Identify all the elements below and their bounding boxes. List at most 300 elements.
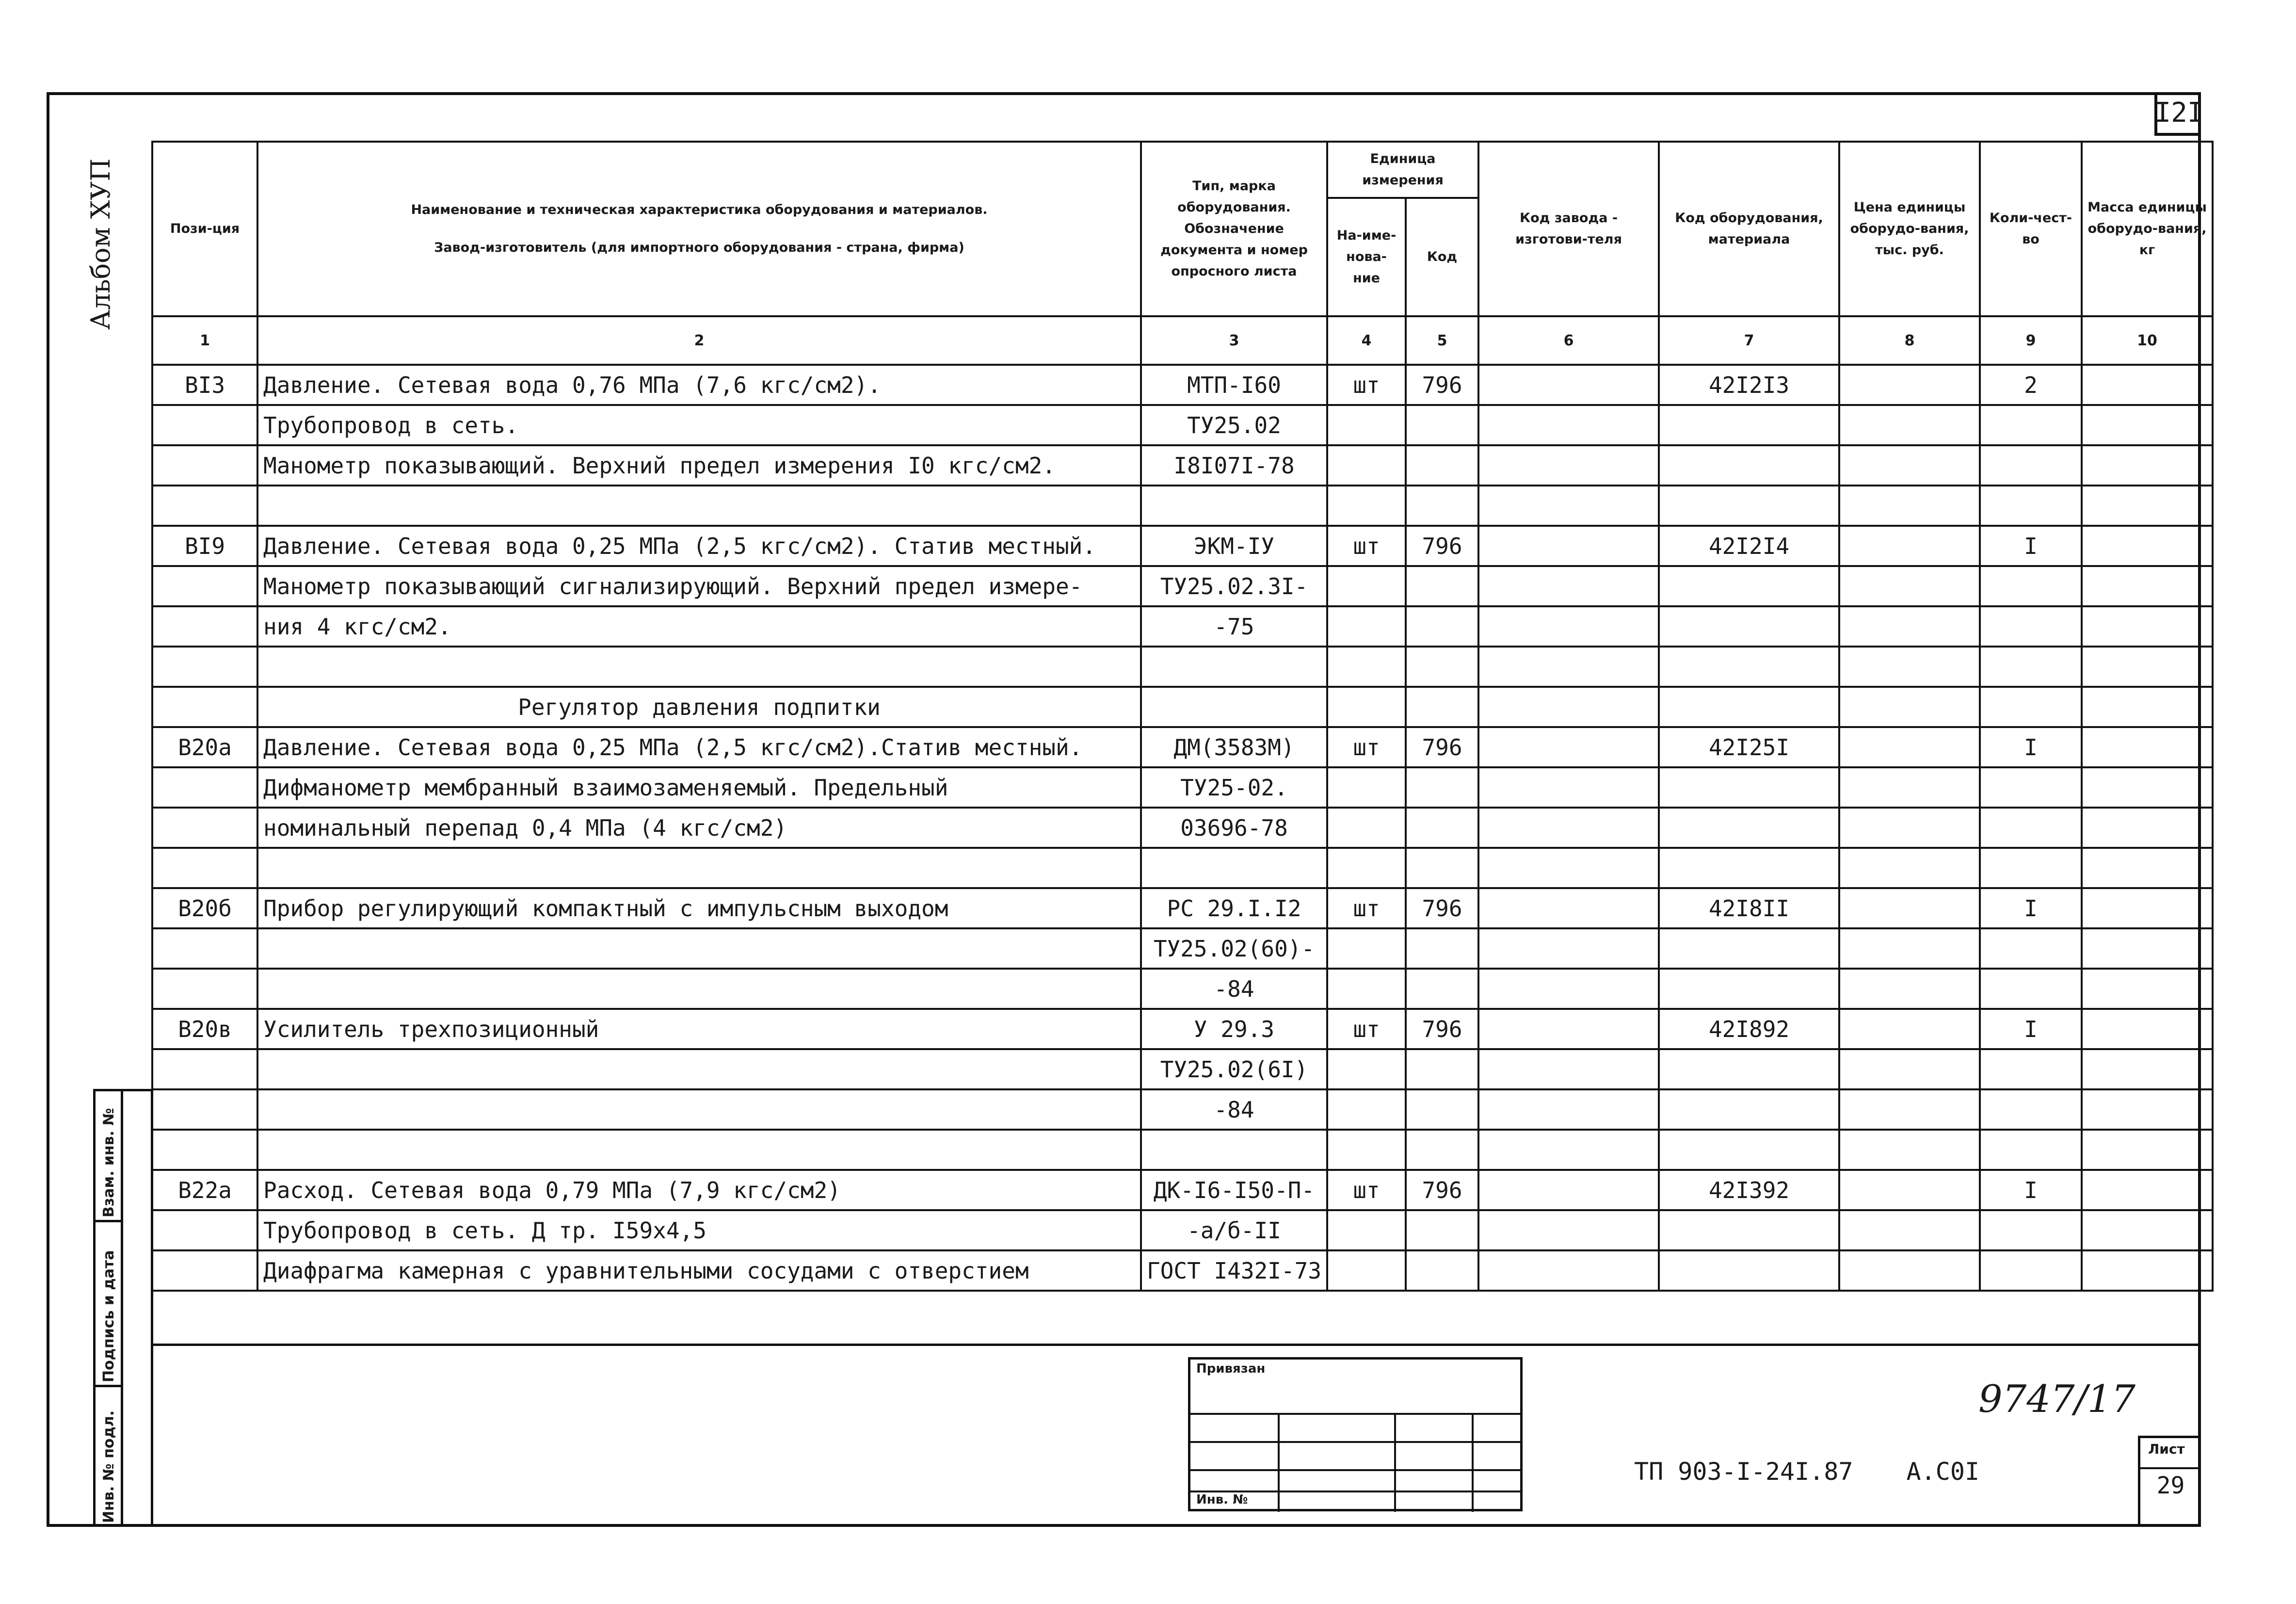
row-price bbox=[1839, 445, 1980, 486]
row-unit: шт bbox=[1327, 526, 1406, 566]
row-equipment-code bbox=[1659, 928, 1839, 969]
row-price bbox=[1839, 365, 1980, 405]
row-name bbox=[257, 969, 1141, 1009]
row-manufacturer-code bbox=[1478, 1250, 1659, 1291]
row-name bbox=[257, 1130, 1141, 1170]
row-price bbox=[1839, 1130, 1980, 1170]
row-unit bbox=[1327, 969, 1406, 1009]
row-position: BI3 bbox=[152, 365, 257, 405]
row-manufacturer-code bbox=[1478, 647, 1659, 687]
row-manufacturer-code bbox=[1478, 1049, 1659, 1089]
table-row bbox=[152, 1009, 2213, 1049]
row-name bbox=[257, 486, 1141, 526]
header-name-line2: Завод-изготовитель (для импортного оборудования - страна, фирма) bbox=[434, 240, 964, 255]
row-quantity bbox=[1980, 928, 2082, 969]
row-position bbox=[152, 486, 257, 526]
row-type: -84 bbox=[1141, 969, 1327, 1009]
row-unit bbox=[1327, 1089, 1406, 1130]
header-unit-name: На-име-нова-ние bbox=[1327, 198, 1406, 316]
row-price bbox=[1839, 687, 1980, 727]
table-row bbox=[152, 1210, 2213, 1250]
handwritten-number: 9747/17 bbox=[1978, 1377, 2136, 1421]
row-name: Трубопровод в сеть. Д тр. I59х4,5 bbox=[257, 1210, 1141, 1250]
row-quantity bbox=[1980, 445, 2082, 486]
table-row bbox=[152, 808, 2213, 848]
row-equipment-code bbox=[1659, 969, 1839, 1009]
row-type: ДМ(3583М) bbox=[1141, 727, 1327, 767]
row-manufacturer-code bbox=[1478, 888, 1659, 928]
column-number: 6 bbox=[1478, 316, 1659, 365]
row-mass bbox=[2082, 727, 2213, 767]
row-type: ЭКМ-IУ bbox=[1141, 526, 1327, 566]
column-number: 5 bbox=[1406, 316, 1478, 365]
row-name: Регулятор давления подпитки bbox=[257, 687, 1141, 727]
row-price bbox=[1839, 1250, 1980, 1291]
row-type: -84 bbox=[1141, 1089, 1327, 1130]
row-type: I8I07I-78 bbox=[1141, 445, 1327, 486]
row-price bbox=[1839, 1009, 1980, 1049]
row-mass bbox=[2082, 1089, 2213, 1130]
row-manufacturer-code bbox=[1478, 365, 1659, 405]
row-position bbox=[152, 928, 257, 969]
row-unit-code: 796 bbox=[1406, 526, 1478, 566]
row-quantity bbox=[1980, 969, 2082, 1009]
row-unit bbox=[1327, 405, 1406, 445]
row-mass bbox=[2082, 808, 2213, 848]
row-mass bbox=[2082, 405, 2213, 445]
stamp-line bbox=[1190, 1469, 1520, 1471]
row-unit: шт bbox=[1327, 1170, 1406, 1210]
row-unit-code bbox=[1406, 647, 1478, 687]
row-manufacturer-code bbox=[1478, 969, 1659, 1009]
row-mass bbox=[2082, 1210, 2213, 1250]
row-type: ТУ25-02. bbox=[1141, 767, 1327, 808]
row-quantity bbox=[1980, 1250, 2082, 1291]
row-mass bbox=[2082, 486, 2213, 526]
row-mass bbox=[2082, 888, 2213, 928]
row-equipment-code: 42I892 bbox=[1659, 1009, 1839, 1049]
row-name: Прибор регулирующий компактный с импульсным выходом bbox=[257, 888, 1141, 928]
row-type: -а/б-II bbox=[1141, 1210, 1327, 1250]
row-unit-code: 796 bbox=[1406, 727, 1478, 767]
row-name: Диафрагма камерная с уравнительными сосудами с отверстием bbox=[257, 1250, 1141, 1291]
row-quantity bbox=[1980, 647, 2082, 687]
row-manufacturer-code bbox=[1478, 606, 1659, 647]
header-quantity: Коли-чест-во bbox=[1980, 142, 2082, 316]
row-position bbox=[152, 566, 257, 606]
header-unit-code: Код bbox=[1406, 198, 1478, 316]
row-unit bbox=[1327, 1130, 1406, 1170]
row-manufacturer-code bbox=[1478, 1089, 1659, 1130]
row-manufacturer-code bbox=[1478, 1009, 1659, 1049]
row-price bbox=[1839, 888, 1980, 928]
row-position bbox=[152, 1049, 257, 1089]
row-unit-code bbox=[1406, 808, 1478, 848]
row-name bbox=[257, 1089, 1141, 1130]
side-cell-original-inv bbox=[96, 1387, 121, 1527]
column-number: 8 bbox=[1839, 316, 1980, 365]
table-row bbox=[152, 1250, 2213, 1291]
row-price bbox=[1839, 526, 1980, 566]
row-price bbox=[1839, 405, 1980, 445]
side-cell-replaced-inv bbox=[96, 1091, 121, 1222]
row-manufacturer-code bbox=[1478, 727, 1659, 767]
header-mass: Масса единицы оборудо-вания, кг bbox=[2082, 142, 2213, 316]
row-quantity bbox=[1980, 566, 2082, 606]
row-type bbox=[1141, 486, 1327, 526]
side-label-replaced-inv: Взам. инв. № bbox=[100, 1108, 117, 1217]
table-row bbox=[152, 1170, 2213, 1210]
row-mass bbox=[2082, 1049, 2213, 1089]
row-quantity bbox=[1980, 1049, 2082, 1089]
row-quantity bbox=[1980, 767, 2082, 808]
row-type: РС 29.I.I2 bbox=[1141, 888, 1327, 928]
table-row bbox=[152, 647, 2213, 687]
row-mass bbox=[2082, 848, 2213, 888]
row-name: Давление. Сетевая вода 0,76 МПа (7,6 кгс/см2). bbox=[257, 365, 1141, 405]
row-unit-code bbox=[1406, 1210, 1478, 1250]
row-name: Давление. Сетевая вода 0,25 МПа (2,5 кгс/см2). Статив местный. bbox=[257, 526, 1141, 566]
header-type: Тип, марка оборудования. Обозначение документа и номер опросного листа bbox=[1141, 142, 1327, 316]
row-unit bbox=[1327, 1049, 1406, 1089]
row-quantity: I bbox=[1980, 526, 2082, 566]
header-name bbox=[257, 142, 1141, 316]
stamp-line bbox=[1190, 1413, 1520, 1415]
row-mass bbox=[2082, 1130, 2213, 1170]
row-quantity bbox=[1980, 1210, 2082, 1250]
side-stamp-divider bbox=[121, 1091, 123, 1524]
row-unit bbox=[1327, 848, 1406, 888]
table-row bbox=[152, 606, 2213, 647]
row-unit bbox=[1327, 606, 1406, 647]
table-row bbox=[152, 566, 2213, 606]
table-row bbox=[152, 727, 2213, 767]
row-unit-code bbox=[1406, 1049, 1478, 1089]
row-equipment-code bbox=[1659, 405, 1839, 445]
row-unit bbox=[1327, 687, 1406, 727]
column-number-row bbox=[152, 316, 2213, 365]
column-number: 7 bbox=[1659, 316, 1839, 365]
side-label-signature-date: Подпись и дата bbox=[100, 1250, 117, 1382]
row-price bbox=[1839, 767, 1980, 808]
row-mass bbox=[2082, 1009, 2213, 1049]
column-number: 2 bbox=[257, 316, 1141, 365]
row-type bbox=[1141, 848, 1327, 888]
row-manufacturer-code bbox=[1478, 1130, 1659, 1170]
row-quantity: I bbox=[1980, 1170, 2082, 1210]
row-name bbox=[257, 848, 1141, 888]
row-equipment-code bbox=[1659, 767, 1839, 808]
row-mass bbox=[2082, 1250, 2213, 1291]
row-manufacturer-code bbox=[1478, 445, 1659, 486]
row-unit-code bbox=[1406, 1250, 1478, 1291]
row-quantity bbox=[1980, 606, 2082, 647]
row-unit: шт bbox=[1327, 727, 1406, 767]
row-unit-code bbox=[1406, 687, 1478, 727]
row-mass bbox=[2082, 526, 2213, 566]
row-type bbox=[1141, 647, 1327, 687]
row-unit bbox=[1327, 647, 1406, 687]
row-position bbox=[152, 969, 257, 1009]
row-type: МТП-I60 bbox=[1141, 365, 1327, 405]
row-equipment-code bbox=[1659, 808, 1839, 848]
row-equipment-code: 42I392 bbox=[1659, 1170, 1839, 1210]
row-unit-code bbox=[1406, 767, 1478, 808]
header-manufacturer-code: Код завода - изготови-теля bbox=[1478, 142, 1659, 316]
album-label: Альбом ХУП bbox=[85, 158, 116, 330]
table-row bbox=[152, 928, 2213, 969]
row-equipment-code bbox=[1659, 1089, 1839, 1130]
row-equipment-code: 42I25I bbox=[1659, 727, 1839, 767]
row-unit bbox=[1327, 808, 1406, 848]
row-unit-code bbox=[1406, 969, 1478, 1009]
row-mass bbox=[2082, 606, 2213, 647]
row-position bbox=[152, 808, 257, 848]
row-equipment-code bbox=[1659, 566, 1839, 606]
row-mass bbox=[2082, 1170, 2213, 1210]
row-manufacturer-code bbox=[1478, 928, 1659, 969]
table-row bbox=[152, 848, 2213, 888]
row-manufacturer-code bbox=[1478, 566, 1659, 606]
row-price bbox=[1839, 808, 1980, 848]
row-price bbox=[1839, 1089, 1980, 1130]
row-mass bbox=[2082, 365, 2213, 405]
row-mass bbox=[2082, 767, 2213, 808]
stamp-line bbox=[1278, 1413, 1280, 1512]
table-row bbox=[152, 486, 2213, 526]
row-name bbox=[257, 928, 1141, 969]
row-manufacturer-code bbox=[1478, 767, 1659, 808]
row-quantity: 2 bbox=[1980, 365, 2082, 405]
row-name: Манометр показывающий сигнализирующий. Верхний предел измере- bbox=[257, 566, 1141, 606]
row-position bbox=[152, 1250, 257, 1291]
row-unit-code bbox=[1406, 445, 1478, 486]
row-unit-code: 796 bbox=[1406, 365, 1478, 405]
row-position bbox=[152, 1089, 257, 1130]
row-price bbox=[1839, 1210, 1980, 1250]
row-unit: шт bbox=[1327, 365, 1406, 405]
row-manufacturer-code bbox=[1478, 848, 1659, 888]
row-equipment-code bbox=[1659, 1130, 1839, 1170]
row-unit bbox=[1327, 767, 1406, 808]
row-position: B22а bbox=[152, 1170, 257, 1210]
row-position: BI9 bbox=[152, 526, 257, 566]
column-number: 9 bbox=[1980, 316, 2082, 365]
header-unit-group: Единица измерения bbox=[1327, 142, 1478, 198]
row-position: B20в bbox=[152, 1009, 257, 1049]
table-row bbox=[152, 767, 2213, 808]
row-unit-code bbox=[1406, 405, 1478, 445]
row-price bbox=[1839, 1170, 1980, 1210]
row-unit-code: 796 bbox=[1406, 1170, 1478, 1210]
row-equipment-code bbox=[1659, 445, 1839, 486]
row-mass bbox=[2082, 969, 2213, 1009]
row-manufacturer-code bbox=[1478, 486, 1659, 526]
row-type: У 29.3 bbox=[1141, 1009, 1327, 1049]
row-manufacturer-code bbox=[1478, 687, 1659, 727]
row-name: Манометр показывающий. Верхний предел измерения I0 кгс/см2. bbox=[257, 445, 1141, 486]
row-quantity bbox=[1980, 1089, 2082, 1130]
row-equipment-code bbox=[1659, 647, 1839, 687]
row-unit-code bbox=[1406, 848, 1478, 888]
row-name: Расход. Сетевая вода 0,79 МПа (7,9 кгс/см2) bbox=[257, 1170, 1141, 1210]
row-mass bbox=[2082, 445, 2213, 486]
row-unit bbox=[1327, 1250, 1406, 1291]
row-unit bbox=[1327, 445, 1406, 486]
row-equipment-code: 42I2I4 bbox=[1659, 526, 1839, 566]
row-unit-code bbox=[1406, 928, 1478, 969]
header-price: Цена единицы оборудо-вания, тыс. руб. bbox=[1839, 142, 1980, 316]
row-quantity: I bbox=[1980, 727, 2082, 767]
row-unit-code bbox=[1406, 1089, 1478, 1130]
stamp-line bbox=[1472, 1413, 1474, 1512]
row-price bbox=[1839, 647, 1980, 687]
row-equipment-code bbox=[1659, 486, 1839, 526]
specification-table bbox=[151, 141, 2214, 1292]
stamp-inventory-label: Инв. № bbox=[1196, 1492, 1248, 1507]
row-name: ния 4 кгс/см2. bbox=[257, 606, 1141, 647]
row-type: ТУ25.02 bbox=[1141, 405, 1327, 445]
row-mass bbox=[2082, 687, 2213, 727]
column-number: 4 bbox=[1327, 316, 1406, 365]
row-quantity: I bbox=[1980, 888, 2082, 928]
table-row bbox=[152, 526, 2213, 566]
row-manufacturer-code bbox=[1478, 1170, 1659, 1210]
column-number: 1 bbox=[152, 316, 257, 365]
row-mass bbox=[2082, 647, 2213, 687]
row-unit bbox=[1327, 566, 1406, 606]
row-type: -75 bbox=[1141, 606, 1327, 647]
column-number: 10 bbox=[2082, 316, 2213, 365]
row-position bbox=[152, 1210, 257, 1250]
side-cell-signature-date bbox=[96, 1222, 121, 1387]
row-manufacturer-code bbox=[1478, 405, 1659, 445]
row-position: B20а bbox=[152, 727, 257, 767]
row-unit-code: 796 bbox=[1406, 888, 1478, 928]
row-type: ТУ25.02(60)- bbox=[1141, 928, 1327, 969]
table-row bbox=[152, 1089, 2213, 1130]
table-bottom-line bbox=[151, 1344, 2201, 1346]
document-suffix: А.С0I bbox=[1906, 1458, 1980, 1486]
row-quantity bbox=[1980, 486, 2082, 526]
row-name: Трубопровод в сеть. bbox=[257, 405, 1141, 445]
row-quantity bbox=[1980, 808, 2082, 848]
row-unit-code: 796 bbox=[1406, 1009, 1478, 1049]
side-label-original-inv: Инв. № подл. bbox=[100, 1410, 117, 1523]
row-unit bbox=[1327, 928, 1406, 969]
binding-stamp bbox=[1188, 1357, 1523, 1511]
row-unit-code bbox=[1406, 486, 1478, 526]
stamp-line bbox=[1394, 1413, 1396, 1512]
row-position bbox=[152, 767, 257, 808]
row-price bbox=[1839, 566, 1980, 606]
row-equipment-code bbox=[1659, 1250, 1839, 1291]
row-unit bbox=[1327, 486, 1406, 526]
table-row bbox=[152, 1130, 2213, 1170]
row-mass bbox=[2082, 566, 2213, 606]
row-name bbox=[257, 1049, 1141, 1089]
row-quantity bbox=[1980, 687, 2082, 727]
row-equipment-code bbox=[1659, 1049, 1839, 1089]
row-type: ТУ25.02.3I- bbox=[1141, 566, 1327, 606]
table-row bbox=[152, 888, 2213, 928]
row-position bbox=[152, 405, 257, 445]
row-name: Давление. Сетевая вода 0,25 МПа (2,5 кгс/см2).Статив местный. bbox=[257, 727, 1141, 767]
row-name: Усилитель трехпозиционный bbox=[257, 1009, 1141, 1049]
row-equipment-code: 42I2I3 bbox=[1659, 365, 1839, 405]
document-code: ТП 903-I-24I.87 bbox=[1634, 1458, 1853, 1486]
row-unit: шт bbox=[1327, 1009, 1406, 1049]
row-price bbox=[1839, 486, 1980, 526]
row-unit-code bbox=[1406, 606, 1478, 647]
row-type: ТУ25.02(6I) bbox=[1141, 1049, 1327, 1089]
column-number: 3 bbox=[1141, 316, 1327, 365]
sheet-number: I2I bbox=[2154, 92, 2201, 136]
row-equipment-code bbox=[1659, 848, 1839, 888]
row-equipment-code bbox=[1659, 606, 1839, 647]
row-manufacturer-code bbox=[1478, 526, 1659, 566]
row-price bbox=[1839, 969, 1980, 1009]
row-name: Дифманометр мембранный взаимозаменяемый. Предельный bbox=[257, 767, 1141, 808]
row-equipment-code bbox=[1659, 687, 1839, 727]
header-equipment-code: Код оборудования, материала bbox=[1659, 142, 1839, 316]
row-name bbox=[257, 647, 1141, 687]
sheet-box-divider bbox=[2140, 1467, 2201, 1469]
side-stamp bbox=[93, 1089, 153, 1527]
row-equipment-code bbox=[1659, 1210, 1839, 1250]
row-type bbox=[1141, 687, 1327, 727]
row-unit bbox=[1327, 1210, 1406, 1250]
row-price bbox=[1839, 727, 1980, 767]
header-name-line1: Наименование и техническая характеристика оборудования и материалов. bbox=[411, 202, 988, 217]
row-position bbox=[152, 647, 257, 687]
row-position bbox=[152, 1130, 257, 1170]
sheet-value: 29 bbox=[2156, 1472, 2185, 1499]
sheet-box bbox=[2138, 1436, 2201, 1527]
row-name: номинальный перепад 0,4 МПа (4 кгс/см2) bbox=[257, 808, 1141, 848]
row-type: ДК-I6-I50-П- bbox=[1141, 1170, 1327, 1210]
row-position bbox=[152, 606, 257, 647]
row-quantity: I bbox=[1980, 1009, 2082, 1049]
header-position: Пози-ция bbox=[152, 142, 257, 316]
row-type: ГОСТ I432I-73 bbox=[1141, 1250, 1327, 1291]
row-unit: шт bbox=[1327, 888, 1406, 928]
row-type bbox=[1141, 1130, 1327, 1170]
table-row bbox=[152, 365, 2213, 405]
table-row bbox=[152, 687, 2213, 727]
row-type: 03696-78 bbox=[1141, 808, 1327, 848]
row-quantity bbox=[1980, 405, 2082, 445]
row-unit-code bbox=[1406, 1130, 1478, 1170]
stamp-label: Привязан bbox=[1196, 1361, 1266, 1376]
row-manufacturer-code bbox=[1478, 1210, 1659, 1250]
row-mass bbox=[2082, 928, 2213, 969]
table-row bbox=[152, 1049, 2213, 1089]
stamp-line bbox=[1190, 1441, 1520, 1443]
row-position bbox=[152, 848, 257, 888]
row-position: B20б bbox=[152, 888, 257, 928]
document-designation bbox=[1634, 1458, 1979, 1486]
row-price bbox=[1839, 848, 1980, 888]
row-quantity bbox=[1980, 848, 2082, 888]
row-equipment-code: 42I8II bbox=[1659, 888, 1839, 928]
row-price bbox=[1839, 1049, 1980, 1089]
row-position bbox=[152, 445, 257, 486]
table-row bbox=[152, 405, 2213, 445]
table-row bbox=[152, 445, 2213, 486]
row-unit-code bbox=[1406, 566, 1478, 606]
row-quantity bbox=[1980, 1130, 2082, 1170]
